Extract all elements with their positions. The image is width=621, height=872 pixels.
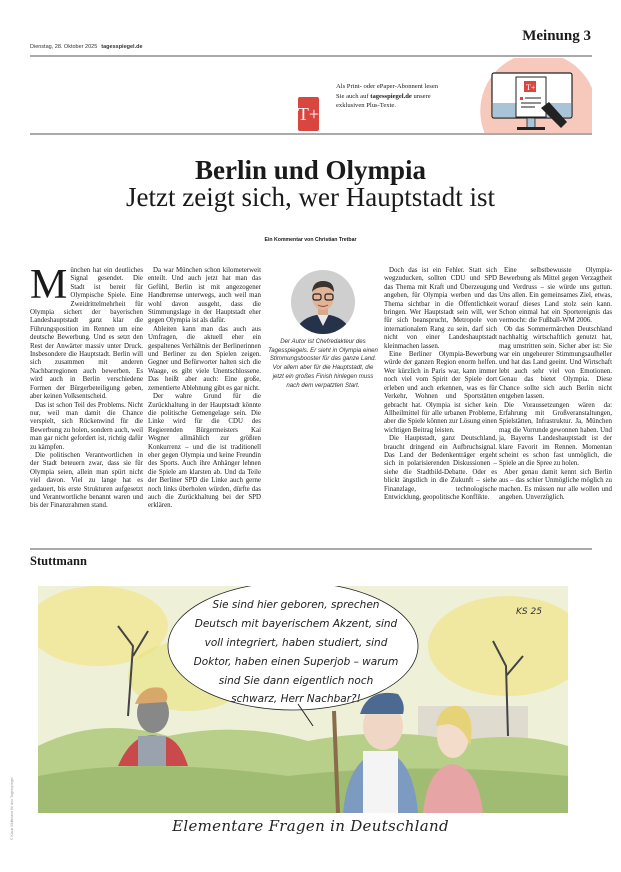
speech-line: schwarz, Herr Nachbar?! bbox=[231, 693, 361, 705]
cartoon-illustration bbox=[38, 586, 568, 813]
paragraph: Doch das ist ein Fehler. Statt sich wegzuducken, sollten CDU und SPD das Thema mit Kraft und Überzeugung angehen, für Olympia werben und das Thema sichtbar in die Öffentlichkeit bringen. Wer Hauptstadt sein will, wer für sich beansprucht, Metropole von internationalem Rang zu sein, darf sich nicht von einer Landeshauptstadt kleinmachen lassen. bbox=[384, 267, 497, 350]
section-title bbox=[522, 28, 591, 45]
paragraph: Der wahre Grund für die Zurückhaltung in der Hauptstadt könnte die politische Gemengelage sein. Die Linke wird für die CDU des Regierenden Bürgermeisters Kai Wegner allmählich zur größten Konkurrenz – und die ist traditionell eher gegen Olympia und keine Freundin des Sports. Auch ihre Anhänger lehnen die Spiele am klarsten ab. Und da Teile der Berliner SPD die Linke auch gerne noch links überholen würden, dürfte das auch die Zurückhaltung bei der SPD erklären. bbox=[148, 393, 261, 510]
article-column-1 bbox=[30, 262, 143, 511]
cartoon-caption: Elementare Fragen in Deutschland bbox=[172, 817, 449, 835]
article-column-4 bbox=[384, 267, 497, 502]
artist-signature: KS 25 bbox=[516, 607, 542, 617]
section-name: Meinung bbox=[522, 28, 580, 44]
speech-line: sind Sie dann eigentlich noch bbox=[218, 675, 374, 687]
promo-text-part: unsere bbox=[411, 92, 431, 100]
tplus-logo-icon: T+ bbox=[298, 97, 319, 131]
promo-line: Als Print- oder ePaper-Abonnent lesen bbox=[336, 83, 439, 90]
site-name: tagesspiegel.de bbox=[101, 44, 143, 50]
date-text: Dienstag, 28. Oktober 2025 bbox=[30, 44, 98, 50]
paragraph: Ob das Sommermärchen Deutschland nachhaltig wirtschaftlich genutzt hat, mag umstritten sein. Sicher aber ist: Sie war ein ungeheurer Stimmungsaufheller und hat das Land geeint. Und Wirtschaft lebt auch sehr viel von Emotionen. Genau das bietet Olympia. Diese Chance sollte sich auch Berlin nicht entgehen lassen. bbox=[499, 325, 612, 401]
byline: Ein Kommentar von Christian Tretbar bbox=[264, 237, 357, 243]
paragraph: Ableiten kann man das auch aus Umfragen, die aktuell eher ein gespaltenes Verhältnis der Berlinerinnen und Berliner zu den Spielen zeigen. Gegner und Befürworter halten sich die Waage, es gibt viele Unentschlossene. Das heißt aber auch: Eine große, zementierte Ablehnung gibt es gar nicht. bbox=[148, 325, 261, 392]
paragraph: Die politischen Verantwortlichen in der Stadt beteuern zwar, dass sie für Olympia seien, allein man spürt nicht viel davon. Viel zu lange hat es gedauert, bis erste Strukturen aufgesetzt und Verantwortliche benannt waren und bis der Finanzrahmen stand. bbox=[30, 451, 143, 510]
paragraph: Eine selbstbewusste Olympia-Bewerbung als Mittel gegen Verzagtheit und Verdruss – sie würde uns guttun. Uns allen. Ein gemeinsames Ziel, etwas, worauf dieses Land stolz sein kann. Schon einmal hat ein Sportereignis das vermocht: die Fußball-WM 2006. bbox=[499, 267, 612, 325]
paragraph: Die Voraussetzungen wären da: Erfahrung mit Großveranstaltungen, Spielstätten, Infrastruktur. Ja, München mag die Vorrunde gewonnen haben. Und ja, Bayerns Landeshauptstadt ist der klare Favorit im Rennen. Momentan scheint es schon fast unmöglich, die Spiele an die Spree zu holen. bbox=[499, 401, 612, 468]
promo-link[interactable]: tagesspiegel.de bbox=[370, 92, 412, 100]
speech-line: Sie sind hier geboren, sprechen bbox=[212, 599, 380, 611]
promo-text-part: Sie auch auf bbox=[336, 92, 371, 100]
article-column-2 bbox=[148, 267, 261, 511]
paragraph bbox=[30, 262, 143, 402]
cartoon-heading: Stuttmann bbox=[30, 554, 87, 568]
paragraph: Die Hauptstadt, ganz Deutschland, braucht dringend ein Aufbruchsignal. Das Land der Bedenkenträger ergeht sich in polarisierenden Diskussionen – siehe die Stadtbild-Debatte. Oder es blickt ängstlich in die Zukunft – siehe Finanzlage, technologische Entwicklung, geopolitische Konflikte. bbox=[384, 435, 497, 501]
paragraph: Eine Berliner Olympia-Bewerbung würde der ganzen Region enorm helfen. Wer kürzlich in Paris war, kann immer noch viel vom Spirit der Spiele dort erleben und auch erkennen, was es für Verkehr, Wohnen und Sportstätten gebracht hat. Olympia ist sicher kein Allheilmittel für alle urbanen Probleme, aber die Spiele können zur Lösung einen wichtigen Beitrag leisten. bbox=[384, 351, 497, 434]
speech-line: Deutsch mit bayerischem Akzent, sind bbox=[194, 618, 398, 630]
promo-line: exklusiven Plus-Texte. bbox=[336, 102, 396, 110]
promo-rule bbox=[30, 133, 592, 135]
header-rule bbox=[30, 55, 592, 57]
article-column-5 bbox=[499, 267, 612, 502]
article-rule bbox=[30, 548, 592, 550]
article-subtitle: Jetzt zeigt sich, wer Hauptstadt ist bbox=[126, 182, 495, 212]
paragraph: Das ist schon Teil des Problems. Nicht nur, weil man damit die Chance verspielt, sich Rückenwind für die Bewerbung zu holen, sondern auch, weil man gar nicht gefordert ist, richtig dafür zu kämpfen. bbox=[30, 401, 143, 451]
article-title: Berlin und Olympia bbox=[194, 155, 427, 185]
paragraph-text: ünchen hat ein deutliches Signal gesendet. Die Stadt ist bereit für Olympische Spiele. Eine Zweidrittelmehrheit für Olympia sichert der bayerischen Landeshauptstadt ganz klar die Führungsposition im Rennen um eine deutsche Bewerbung. Und es setzt den Rest der Anwärter massiv unter Druck. Insbesondere die Hauptstadt. Berlin will sich zusammen mit anderen Nachbarregionen auch bewerben. Es wird auch in Berlin verschiedene Formen der Bürgerbeteiligung geben, aber keinen Volksentscheid. bbox=[30, 267, 143, 401]
paragraph: Da war München schon kilometerweit enteilt. Und auch jetzt hat man das Gefühl, Berlin ist mit angezogener Handbremse unterwegs, auch weil man wohl davon ausgeht, dass die Stimmungslage in der Hauptstadt eher gegen Olympia ist als dafür. bbox=[148, 267, 261, 325]
speech-line: voll integriert, haben studiert, sind bbox=[204, 637, 388, 649]
cartoon-credit: © Klaus Stuttmann für den Tagesspiegel bbox=[10, 777, 14, 840]
drop-cap: M bbox=[30, 262, 68, 308]
author-photo bbox=[291, 270, 355, 334]
svg-text:T+: T+ bbox=[526, 83, 536, 92]
page-number: 3 bbox=[583, 28, 591, 44]
paragraph: Aber genau damit kennt sich Berlin aus – das schier Unmögliche möglich zu machen. Es müssen nur alle wollen und angehen. Unverzüglich. bbox=[499, 468, 612, 501]
issue-date bbox=[30, 44, 143, 50]
monitor-illustration-icon bbox=[455, 58, 592, 134]
author-caption: Der Autor ist Chefredakteur des Tagesspiegels. Er sieht in Olympia einen Stimmungsbooster für das ganze Land. Vor allem aber für die Hauptstadt, die jetzt ein großes Finish hinlegen muss nach dem verpatzten Start. bbox=[268, 338, 378, 389]
speech-line: Doktor, haben einen Superjob – warum bbox=[193, 656, 399, 668]
